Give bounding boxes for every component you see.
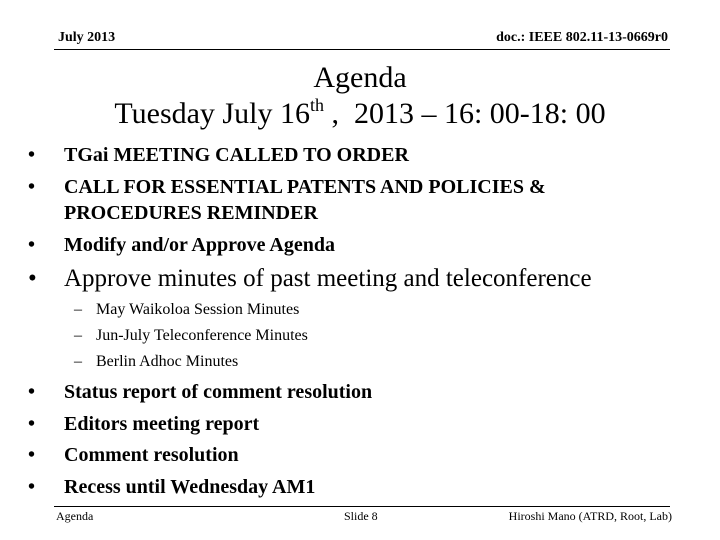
title-line-1: Agenda: [313, 61, 407, 94]
list-item-text: Editors meeting report: [64, 413, 260, 435]
list-item-text: CALL FOR ESSENTIAL PATENTS AND POLICIES &: [64, 176, 546, 198]
list-item-text: Recess until Wednesday AM1: [64, 476, 316, 498]
sub-list-item-text: Berlin Adhoc Minutes: [96, 353, 239, 370]
list-item-text: TGai MEETING CALLED TO ORDER: [64, 144, 409, 166]
title-line-2: [0, 96, 720, 132]
footer-divider: [54, 506, 670, 507]
footer-slide-number: Slide 8: [344, 509, 378, 523]
bullet-icon: •: [28, 413, 36, 435]
bullet-icon: •: [28, 176, 36, 198]
footer-author: Hiroshi Mano (ATRD, Root, Lab): [508, 509, 672, 523]
slide-title: [0, 60, 720, 132]
dash-icon: –: [74, 353, 82, 370]
list-item-text: Comment resolution: [64, 444, 239, 466]
header-doc-id: doc.: IEEE 802.11-13-0669r0: [496, 30, 668, 45]
dash-icon: –: [74, 301, 82, 318]
footer-left: Agenda: [56, 509, 94, 523]
dash-icon: –: [74, 327, 82, 344]
title-date-superscript: th: [309, 95, 324, 115]
list-item-text: Status report of comment resolution: [64, 381, 373, 403]
title-date-suffix: , 2013 – 16: 00-18: 00: [323, 97, 606, 130]
sub-list-item-text: May Waikoloa Session Minutes: [96, 301, 300, 318]
bullet-icon: •: [28, 476, 36, 498]
sub-list-item-text: Jun-July Teleconference Minutes: [96, 327, 308, 344]
header-divider: [54, 49, 670, 50]
list-item-text: PROCEDURES REMINDER: [64, 202, 318, 224]
bullet-icon: •: [28, 234, 36, 256]
bullet-icon: •: [28, 381, 36, 403]
bullet-icon: •: [28, 265, 37, 292]
title-date-prefix: Tuesday July 16: [114, 97, 310, 130]
list-item-text: Modify and/or Approve Agenda: [64, 234, 335, 256]
header-date: July 2013: [58, 30, 116, 45]
list-item-text: Approve minutes of past meeting and teleconference: [64, 265, 592, 292]
bullet-icon: •: [28, 444, 36, 466]
bullet-icon: •: [28, 144, 36, 166]
